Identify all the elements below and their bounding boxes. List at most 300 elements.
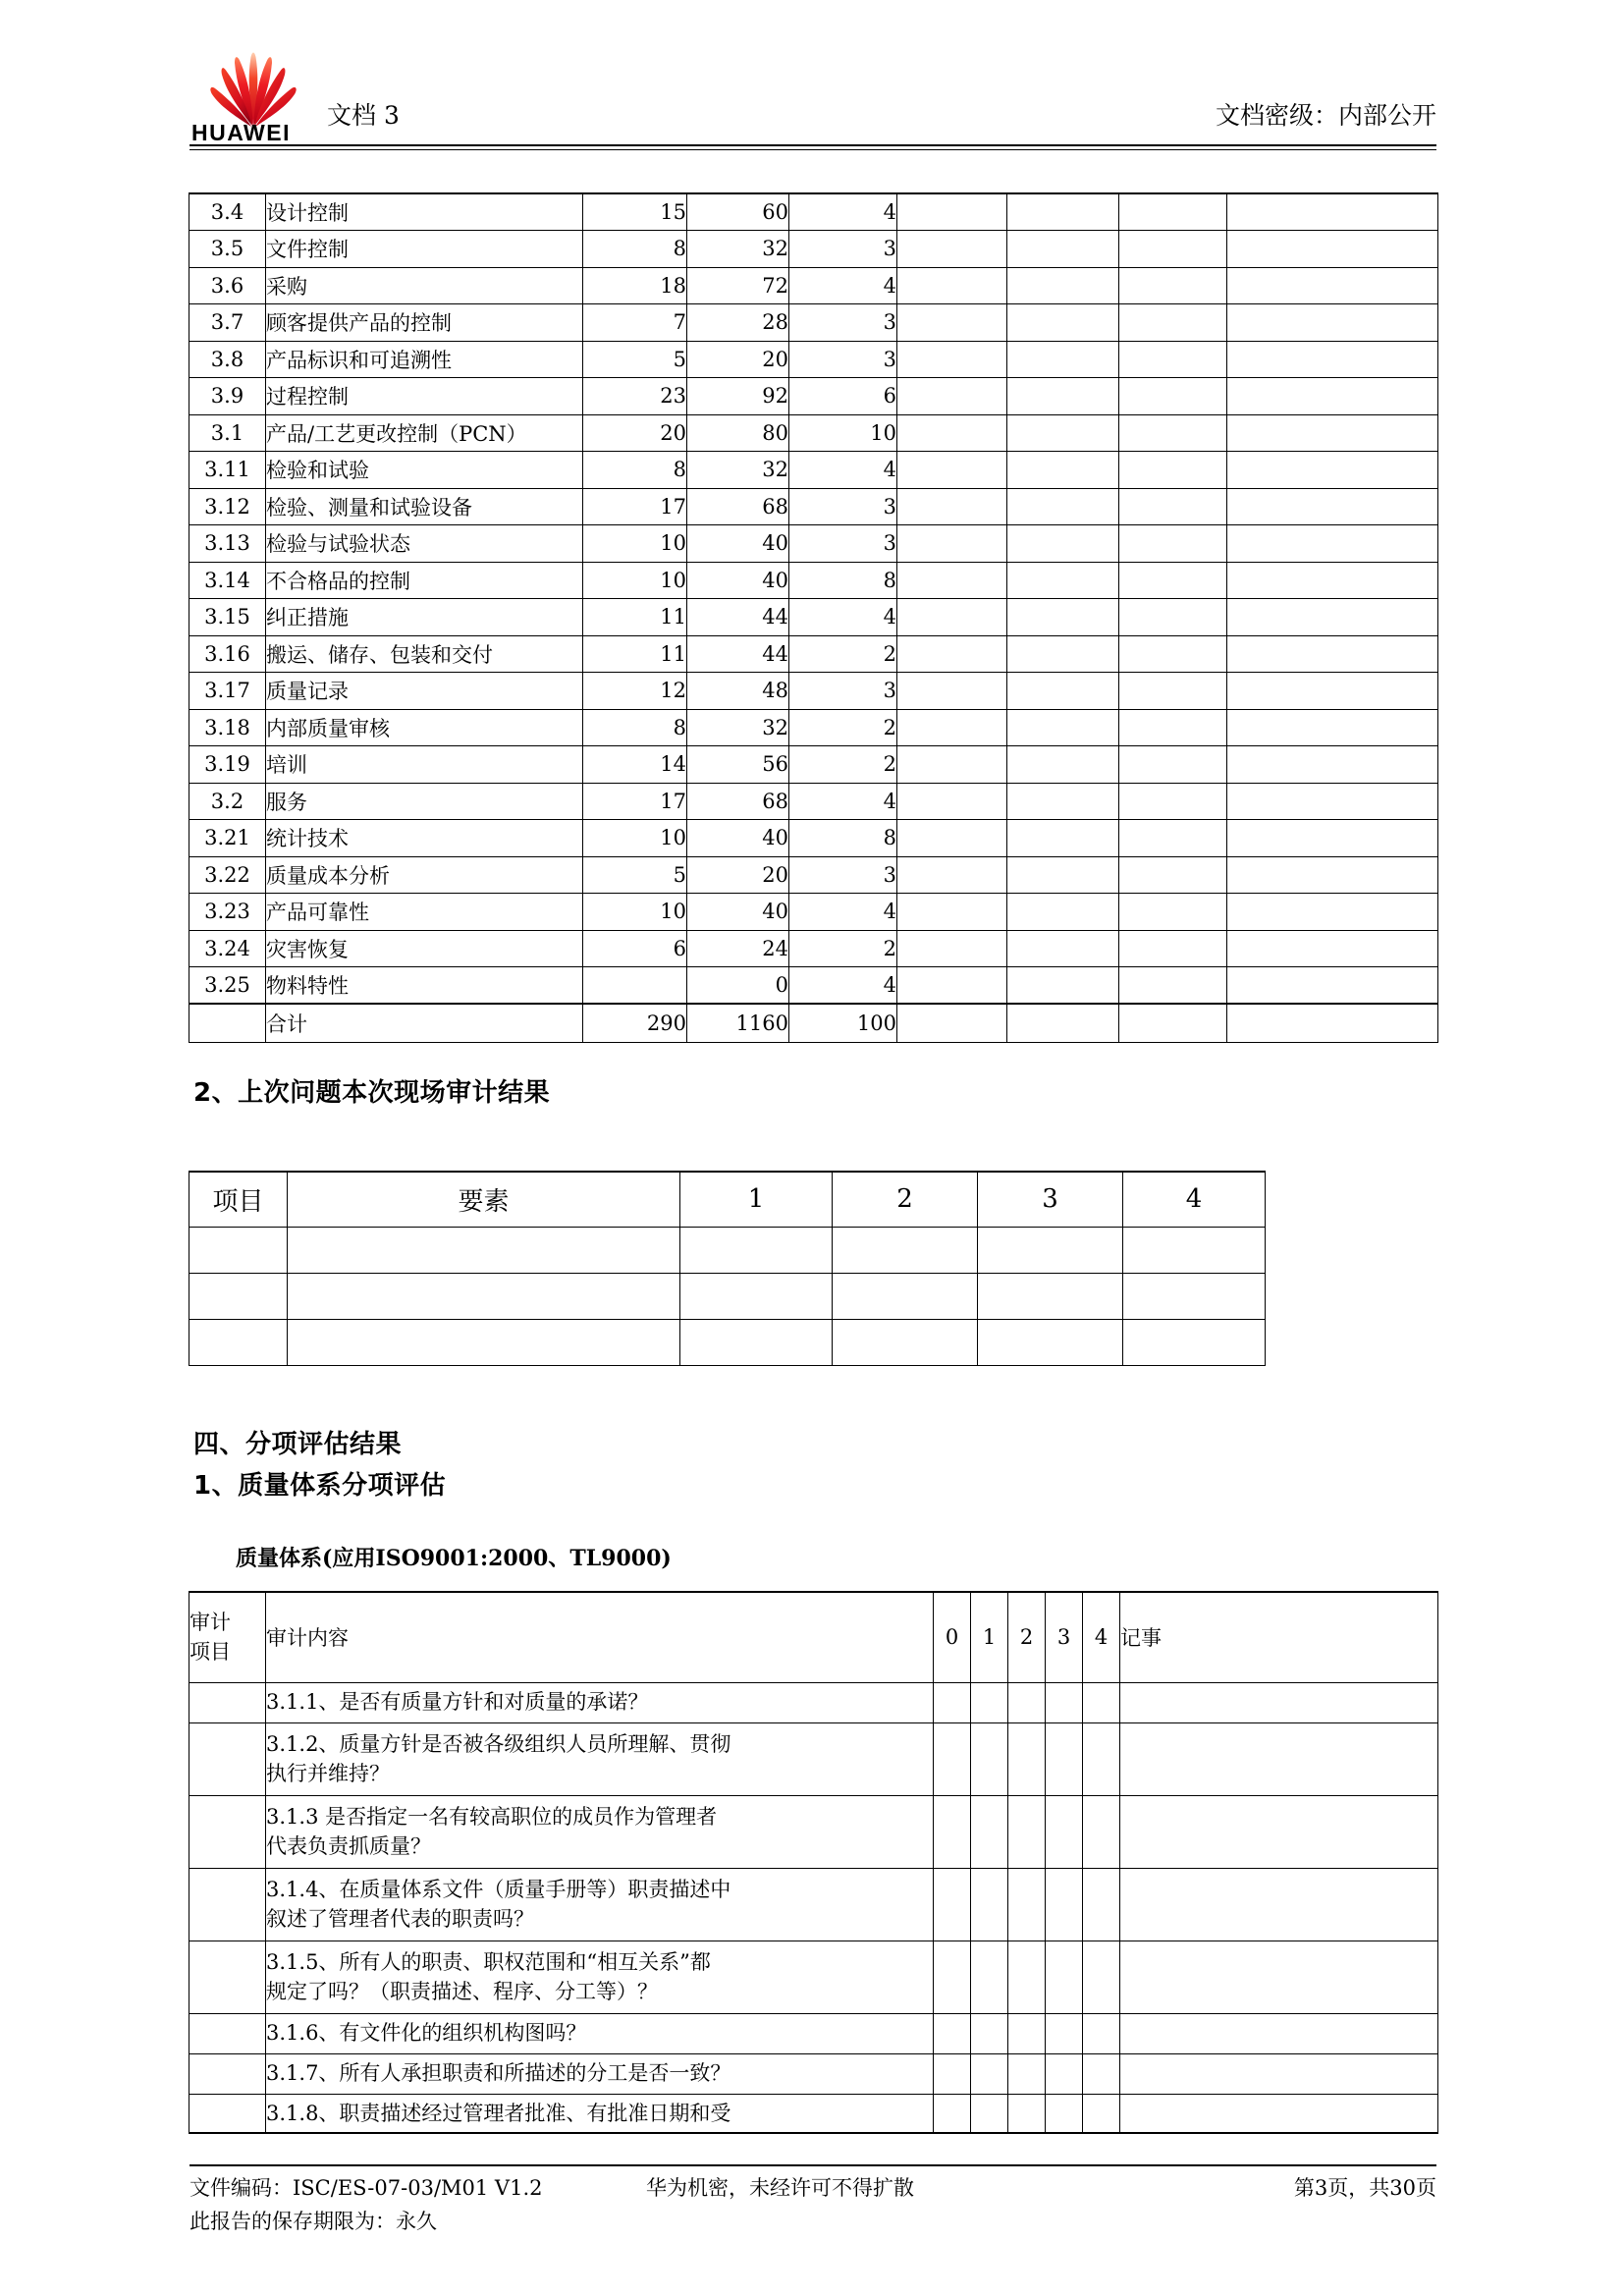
element-empty-col-4	[897, 746, 1007, 784]
element-empty-col-6	[1119, 783, 1227, 820]
previous-issues-header-3: 2	[833, 1172, 978, 1227]
element-empty-col-6	[1119, 378, 1227, 415]
element-name: 纠正措施	[266, 599, 583, 636]
element-number: 3.9	[189, 378, 266, 415]
checklist-question	[266, 1941, 934, 2013]
checklist-audit-item-cell[interactable]	[189, 1682, 266, 1722]
checklist-score-cell-3[interactable]	[1046, 1941, 1083, 2013]
element-name: 检验与试验状态	[266, 525, 583, 563]
element-col-1: 6	[583, 930, 687, 967]
checklist-audit-item-cell[interactable]	[189, 2053, 266, 2094]
element-number: 3.16	[189, 635, 266, 673]
element-col-1: 12	[583, 673, 687, 710]
element-name: 设计控制	[266, 193, 583, 231]
element-col-3: 3	[789, 304, 897, 342]
element-col-2: 20	[687, 341, 789, 378]
element-name: 产品/工艺更改控制（PCN）	[266, 414, 583, 452]
element-empty-col-6	[1119, 894, 1227, 931]
checklist-row	[189, 1682, 1438, 1722]
element-col-1: 8	[583, 709, 687, 746]
element-empty-col-6	[1119, 599, 1227, 636]
checklist-row	[189, 1868, 1438, 1941]
element-col-1: 8	[583, 452, 687, 489]
footer-divider	[189, 2164, 1436, 2166]
element-col-1: 14	[583, 746, 687, 784]
element-empty-col-5	[1007, 414, 1119, 452]
previous-issues-table	[189, 1171, 1266, 1366]
previous-issues-cell[interactable]	[1123, 1227, 1266, 1273]
element-col-3: 3	[789, 525, 897, 563]
element-col-3: 4	[789, 967, 897, 1005]
element-col-1: 5	[583, 341, 687, 378]
checklist-audit-item-cell[interactable]	[189, 1722, 266, 1795]
element-score-table	[189, 192, 1438, 1043]
element-col-3: 3	[789, 341, 897, 378]
element-col-2: 44	[687, 635, 789, 673]
table-row	[189, 1319, 1266, 1365]
checklist-note-cell[interactable]	[1120, 2013, 1438, 2053]
checklist-score-cell-1[interactable]	[971, 2013, 1008, 2053]
table-row	[189, 599, 1438, 636]
checklist-score-cell-3[interactable]	[1046, 2013, 1083, 2053]
element-name: 内部质量审核	[266, 709, 583, 746]
previous-issues-cell[interactable]	[680, 1273, 833, 1319]
table-row	[189, 525, 1438, 563]
element-name: 不合格品的控制	[266, 562, 583, 599]
previous-issues-cell[interactable]	[978, 1319, 1123, 1365]
element-empty-col-7	[1227, 746, 1438, 784]
element-number: 3.12	[189, 488, 266, 525]
total-number	[189, 1004, 266, 1042]
table-total-row	[189, 1004, 1438, 1042]
checklist-score-cell-1[interactable]	[971, 1682, 1008, 1722]
element-name: 产品标识和可追溯性	[266, 341, 583, 378]
element-empty-col-7	[1227, 378, 1438, 415]
element-col-1: 17	[583, 783, 687, 820]
element-empty-col-4	[897, 856, 1007, 894]
table-row	[189, 562, 1438, 599]
element-empty-col-4	[897, 635, 1007, 673]
element-col-1: 5	[583, 856, 687, 894]
checklist-note-cell[interactable]	[1120, 1868, 1438, 1941]
checklist-score-cell-0[interactable]	[934, 1682, 971, 1722]
page-header	[189, 49, 1436, 147]
element-empty-col-6	[1119, 267, 1227, 304]
section-2-heading: 2、上次问题本次现场审计结果	[193, 1078, 551, 1108]
checklist-score-cell-4[interactable]	[1083, 2053, 1120, 2094]
table-row	[189, 930, 1438, 967]
previous-issues-cell[interactable]	[189, 1227, 288, 1273]
table-row	[189, 193, 1438, 231]
table-row	[189, 673, 1438, 710]
element-empty-col-7	[1227, 304, 1438, 342]
element-empty-col-5	[1007, 635, 1119, 673]
element-empty-col-5	[1007, 930, 1119, 967]
element-empty-col-4	[897, 267, 1007, 304]
element-col-1: 20	[583, 414, 687, 452]
table-row	[189, 967, 1438, 1005]
element-col-3: 3	[789, 231, 897, 268]
checklist-score-cell-3[interactable]	[1046, 1682, 1083, 1722]
previous-issues-header-0: 项目	[189, 1172, 288, 1227]
previous-issues-header-2: 1	[680, 1172, 833, 1227]
checklist-score-cell-1[interactable]	[971, 1868, 1008, 1941]
checklist-score-cell-2[interactable]	[1008, 2053, 1046, 2094]
element-empty-col-4	[897, 967, 1007, 1005]
element-name: 产品可靠性	[266, 894, 583, 931]
element-empty-col-4	[897, 894, 1007, 931]
element-col-3: 2	[789, 635, 897, 673]
quality-system-checklist	[189, 1591, 1438, 2134]
checklist-score-cell-2[interactable]	[1008, 1682, 1046, 1722]
element-score-table-wrapper	[189, 192, 1438, 1043]
previous-issues-cell[interactable]	[288, 1273, 680, 1319]
checklist-note-cell[interactable]	[1120, 1722, 1438, 1795]
element-name: 顾客提供产品的控制	[266, 304, 583, 342]
element-col-1: 11	[583, 599, 687, 636]
element-empty-col-5	[1007, 967, 1119, 1005]
table-header-row	[189, 1592, 1438, 1682]
element-number: 3.25	[189, 967, 266, 1005]
quality-system-table-caption: 质量体系(应用ISO9001:2000、TL9000)	[236, 1546, 672, 1571]
element-name: 检验、测量和试验设备	[266, 488, 583, 525]
element-empty-col-4	[897, 414, 1007, 452]
checklist-row	[189, 2013, 1438, 2053]
element-col-3: 2	[789, 709, 897, 746]
element-empty-col-7	[1227, 930, 1438, 967]
checklist-score-cell-3[interactable]	[1046, 1722, 1083, 1795]
checklist-score-cell-0[interactable]	[934, 2013, 971, 2053]
element-col-3: 3	[789, 488, 897, 525]
checklist-question	[266, 1868, 934, 1941]
element-col-2: 48	[687, 673, 789, 710]
element-col-1: 18	[583, 267, 687, 304]
huawei-flower-icon	[189, 49, 317, 128]
element-col-2: 32	[687, 231, 789, 268]
element-empty-col-6	[1119, 673, 1227, 710]
checklist-question-line: 3.1.5、所有人的职责、职权范围和“相互关系”都	[266, 1949, 711, 1974]
checklist-audit-item-cell[interactable]	[189, 1795, 266, 1868]
table-row	[189, 414, 1438, 452]
checklist-score-cell-1[interactable]	[971, 1941, 1008, 2013]
element-col-3: 8	[789, 562, 897, 599]
element-number: 3.4	[189, 193, 266, 231]
element-number: 3.19	[189, 746, 266, 784]
element-empty-col-6	[1119, 414, 1227, 452]
element-name: 采购	[266, 267, 583, 304]
checklist-question-line: 代表负责抓质量？	[266, 1834, 431, 1858]
previous-issues-cell[interactable]	[680, 1227, 833, 1273]
element-empty-col-4	[897, 488, 1007, 525]
checklist-question	[266, 2094, 934, 2133]
checklist-question-line: 叙述了管理者代表的职责吗？	[266, 1907, 534, 1931]
element-empty-col-5	[1007, 856, 1119, 894]
checklist-score-cell-4[interactable]	[1083, 1722, 1120, 1795]
element-name: 统计技术	[266, 820, 583, 857]
checklist-note-cell[interactable]	[1120, 1682, 1438, 1722]
element-empty-col-6	[1119, 304, 1227, 342]
element-name: 培训	[266, 746, 583, 784]
section-4-1-heading: 1、质量体系分项评估	[193, 1471, 447, 1501]
element-empty-col-6	[1119, 930, 1227, 967]
checklist-question-line: 3.1.7、所有人承担职责和所描述的分工是否一致？	[266, 2061, 731, 2086]
page-footer	[189, 2172, 1436, 2236]
element-empty-col-7	[1227, 525, 1438, 563]
previous-issues-cell[interactable]	[978, 1273, 1123, 1319]
element-col-3: 2	[789, 930, 897, 967]
element-empty-col-7	[1227, 967, 1438, 1005]
element-col-2: 40	[687, 820, 789, 857]
checklist-score-cell-0[interactable]	[934, 1941, 971, 2013]
element-col-1: 10	[583, 562, 687, 599]
element-empty-col-6	[1119, 452, 1227, 489]
element-col-1: 10	[583, 820, 687, 857]
checklist-score-cell-4[interactable]	[1083, 2013, 1120, 2053]
quality-system-checklist-wrapper	[189, 1591, 1438, 2134]
previous-issues-cell[interactable]	[189, 1273, 288, 1319]
header-document-title: 文档 3	[327, 101, 400, 130]
element-name: 质量成本分析	[266, 856, 583, 894]
checklist-question	[266, 1795, 934, 1868]
checklist-note-cell[interactable]	[1120, 2094, 1438, 2133]
previous-issues-cell[interactable]	[833, 1319, 978, 1365]
element-col-1: 15	[583, 193, 687, 231]
checklist-audit-item-cell[interactable]	[189, 2013, 266, 2053]
element-empty-col-5	[1007, 599, 1119, 636]
element-empty-col-7	[1227, 820, 1438, 857]
checklist-score-cell-2[interactable]	[1008, 1941, 1046, 2013]
huawei-wordmark: HUAWEI	[191, 120, 291, 145]
element-empty-col-5	[1007, 193, 1119, 231]
checklist-header-audit-item	[189, 1592, 266, 1682]
element-col-3: 4	[789, 193, 897, 231]
checklist-score-cell-4[interactable]	[1083, 1682, 1120, 1722]
element-col-3: 2	[789, 746, 897, 784]
element-empty-col-7	[1227, 488, 1438, 525]
element-col-3: 4	[789, 599, 897, 636]
table-row	[189, 746, 1438, 784]
element-name: 质量记录	[266, 673, 583, 710]
element-empty-col-7	[1227, 635, 1438, 673]
element-empty-col-7	[1227, 783, 1438, 820]
checklist-header-score-2: 2	[1008, 1592, 1046, 1682]
element-empty-col-7	[1227, 599, 1438, 636]
previous-issues-cell[interactable]	[1123, 1273, 1266, 1319]
element-number: 3.5	[189, 231, 266, 268]
checklist-header-score-4: 4	[1083, 1592, 1120, 1682]
element-empty-col-7	[1227, 856, 1438, 894]
element-empty-col-6	[1119, 746, 1227, 784]
previous-issues-cell[interactable]	[288, 1227, 680, 1273]
previous-issues-cell[interactable]	[833, 1227, 978, 1273]
table-row	[189, 452, 1438, 489]
checklist-score-cell-0[interactable]	[934, 1868, 971, 1941]
element-number: 3.13	[189, 525, 266, 563]
checklist-audit-item-cell[interactable]	[189, 2094, 266, 2133]
element-empty-col-6	[1119, 525, 1227, 563]
element-number: 3.8	[189, 341, 266, 378]
element-empty-col-5	[1007, 562, 1119, 599]
checklist-score-cell-3[interactable]	[1046, 1868, 1083, 1941]
checklist-score-cell-1[interactable]	[971, 1722, 1008, 1795]
element-empty-col-6	[1119, 635, 1227, 673]
element-name: 文件控制	[266, 231, 583, 268]
previous-issues-header-5: 4	[1123, 1172, 1266, 1227]
previous-issues-table-wrapper	[189, 1171, 1266, 1366]
checklist-question-line: 3.1.6、有文件化的组织机构图吗？	[266, 2021, 587, 2046]
element-col-1: 10	[583, 525, 687, 563]
previous-issues-cell[interactable]	[288, 1319, 680, 1365]
checklist-audit-item-cell[interactable]	[189, 1941, 266, 2013]
element-col-2: 40	[687, 525, 789, 563]
checklist-score-cell-4[interactable]	[1083, 2094, 1120, 2133]
checklist-score-cell-2[interactable]	[1008, 2094, 1046, 2133]
element-col-2: 40	[687, 562, 789, 599]
element-col-2: 20	[687, 856, 789, 894]
checklist-score-cell-0[interactable]	[934, 1722, 971, 1795]
table-row	[189, 304, 1438, 342]
total-col-2: 1160	[687, 1004, 789, 1042]
element-col-1: 11	[583, 635, 687, 673]
element-col-2: 32	[687, 709, 789, 746]
element-empty-col-7	[1227, 231, 1438, 268]
table-row	[189, 1227, 1266, 1273]
element-empty-col-6	[1119, 709, 1227, 746]
total-col-3: 100	[789, 1004, 897, 1042]
element-col-2: 68	[687, 488, 789, 525]
checklist-row	[189, 2053, 1438, 2094]
checklist-header-score-0: 0	[934, 1592, 971, 1682]
element-number: 3.15	[189, 599, 266, 636]
checklist-score-cell-3[interactable]	[1046, 2053, 1083, 2094]
element-empty-col-4	[897, 378, 1007, 415]
header-secrecy-level: 文档密级：内部公开	[1215, 101, 1436, 130]
element-number: 3.1	[189, 414, 266, 452]
element-col-2: 24	[687, 930, 789, 967]
total-empty-col-4	[897, 1004, 1007, 1042]
element-empty-col-6	[1119, 856, 1227, 894]
checklist-score-cell-0[interactable]	[934, 1795, 971, 1868]
element-empty-col-6	[1119, 231, 1227, 268]
element-empty-col-7	[1227, 452, 1438, 489]
element-empty-col-5	[1007, 783, 1119, 820]
table-header-row	[189, 1172, 1266, 1227]
element-col-2: 40	[687, 894, 789, 931]
element-col-1: 7	[583, 304, 687, 342]
element-empty-col-4	[897, 231, 1007, 268]
checklist-score-cell-0[interactable]	[934, 2094, 971, 2133]
element-empty-col-5	[1007, 488, 1119, 525]
element-empty-col-7	[1227, 267, 1438, 304]
element-empty-col-4	[897, 304, 1007, 342]
table-row	[189, 267, 1438, 304]
element-empty-col-5	[1007, 267, 1119, 304]
element-col-2: 80	[687, 414, 789, 452]
checklist-score-cell-1[interactable]	[971, 2053, 1008, 2094]
checklist-score-cell-4[interactable]	[1083, 1941, 1120, 2013]
checklist-score-cell-2[interactable]	[1008, 1795, 1046, 1868]
element-col-3: 6	[789, 378, 897, 415]
element-col-3: 3	[789, 673, 897, 710]
checklist-score-cell-2[interactable]	[1008, 1868, 1046, 1941]
element-empty-col-4	[897, 783, 1007, 820]
audit-item-line-1: 审计	[189, 1610, 231, 1634]
checklist-note-cell[interactable]	[1120, 1941, 1438, 2013]
checklist-score-cell-4[interactable]	[1083, 1795, 1120, 1868]
element-empty-col-5	[1007, 304, 1119, 342]
table-row	[189, 856, 1438, 894]
element-empty-col-7	[1227, 709, 1438, 746]
checklist-note-cell[interactable]	[1120, 1795, 1438, 1868]
footer-confidential: 华为机密，未经许可不得扩散	[646, 2176, 914, 2200]
element-name: 搬运、储存、包装和交付	[266, 635, 583, 673]
checklist-question	[266, 2013, 934, 2053]
footer-file-code: 文件编码：ISC/ES-07-03/M01 V1.2	[189, 2176, 543, 2200]
element-empty-col-5	[1007, 894, 1119, 931]
checklist-score-cell-3[interactable]	[1046, 2094, 1083, 2133]
element-col-2: 28	[687, 304, 789, 342]
checklist-question	[266, 1722, 934, 1795]
element-number: 3.2	[189, 783, 266, 820]
checklist-row	[189, 1722, 1438, 1795]
element-empty-col-5	[1007, 820, 1119, 857]
previous-issues-cell[interactable]	[978, 1227, 1123, 1273]
total-empty-col-5	[1007, 1004, 1119, 1042]
element-empty-col-4	[897, 341, 1007, 378]
element-col-2: 44	[687, 599, 789, 636]
element-empty-col-4	[897, 452, 1007, 489]
table-row	[189, 231, 1438, 268]
checklist-score-cell-2[interactable]	[1008, 2013, 1046, 2053]
element-empty-col-6	[1119, 562, 1227, 599]
checklist-score-cell-2[interactable]	[1008, 1722, 1046, 1795]
element-name: 检验和试验	[266, 452, 583, 489]
element-name: 服务	[266, 783, 583, 820]
checklist-question	[266, 1682, 934, 1722]
checklist-score-cell-4[interactable]	[1083, 1868, 1120, 1941]
element-empty-col-5	[1007, 746, 1119, 784]
previous-issues-cell[interactable]	[1123, 1319, 1266, 1365]
element-col-1: 10	[583, 894, 687, 931]
element-col-2: 56	[687, 746, 789, 784]
element-empty-col-4	[897, 930, 1007, 967]
element-col-2: 32	[687, 452, 789, 489]
element-col-3: 3	[789, 856, 897, 894]
checklist-question	[266, 2053, 934, 2094]
checklist-score-cell-0[interactable]	[934, 2053, 971, 2094]
element-empty-col-7	[1227, 673, 1438, 710]
previous-issues-header-1: 要素	[288, 1172, 680, 1227]
element-empty-col-4	[897, 673, 1007, 710]
previous-issues-cell[interactable]	[680, 1319, 833, 1365]
previous-issues-cell[interactable]	[833, 1273, 978, 1319]
checklist-score-cell-3[interactable]	[1046, 1795, 1083, 1868]
element-col-1: 23	[583, 378, 687, 415]
checklist-score-cell-1[interactable]	[971, 2094, 1008, 2133]
element-col-2: 68	[687, 783, 789, 820]
element-col-3: 4	[789, 267, 897, 304]
checklist-header-note: 记事	[1120, 1592, 1438, 1682]
element-col-1: 17	[583, 488, 687, 525]
element-empty-col-6	[1119, 820, 1227, 857]
element-empty-col-5	[1007, 673, 1119, 710]
element-empty-col-5	[1007, 709, 1119, 746]
element-empty-col-4	[897, 562, 1007, 599]
checklist-note-cell[interactable]	[1120, 2053, 1438, 2094]
previous-issues-cell[interactable]	[189, 1319, 288, 1365]
checklist-score-cell-1[interactable]	[971, 1795, 1008, 1868]
checklist-audit-item-cell[interactable]	[189, 1868, 266, 1941]
